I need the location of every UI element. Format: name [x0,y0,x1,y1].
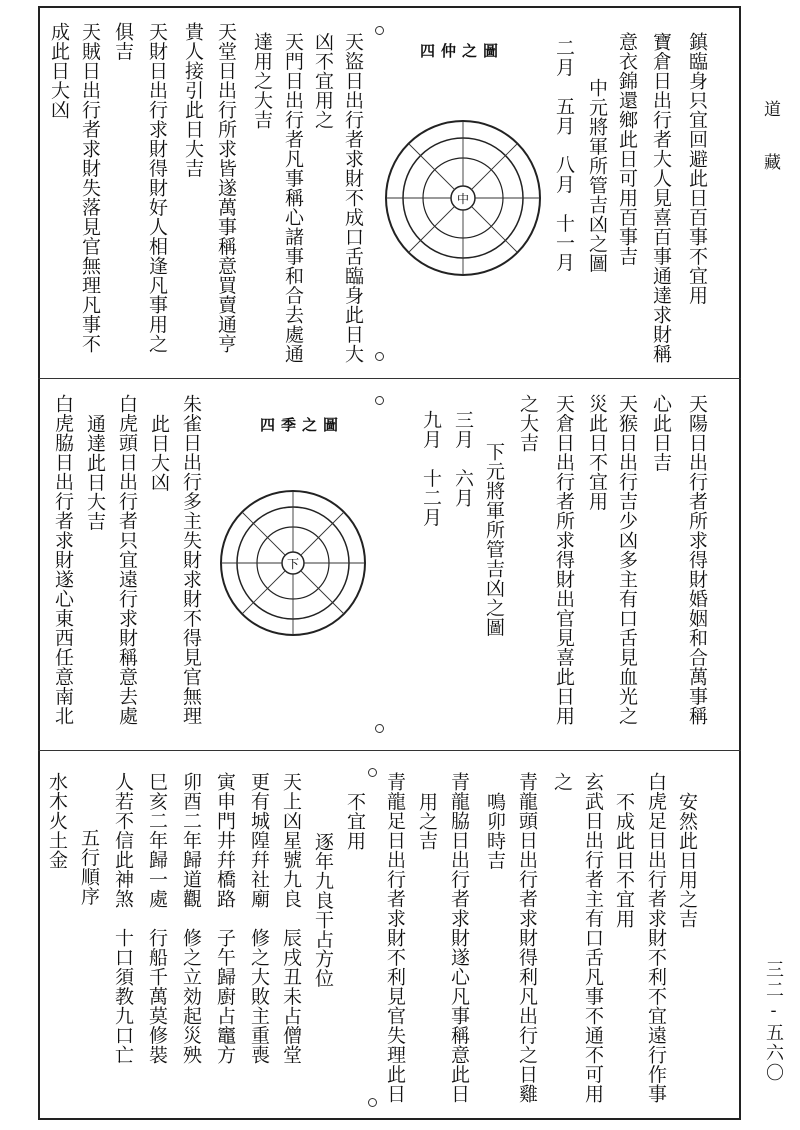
text-column: 心此日吉 [650,394,672,472]
text-column: 鎮臨身只宜回避此日百事不宜用 [686,32,708,305]
text-column: 用之吉 [416,792,438,851]
text-column: 青龍脇日出行者求財遂心凡事稱意此日 [448,772,470,1104]
month-list: 二月 五月 八月 十一月 [553,38,575,272]
text-column: 之 [551,772,573,792]
circle-marker [375,26,384,35]
text-column: 天堂日出行所求皆遂萬事稱意買賣通亨 [215,22,237,354]
text-column: 天賊日出行者求財失落見官無理凡事不 [79,22,101,354]
text-column: 玄武日出行者主有口舌凡事不通不可用 [582,772,604,1104]
wheel-diagram [218,488,368,638]
collection-name: 道 藏 [760,100,780,178]
text-column: 青龍足日出行者求財不利見官失理此日 [384,772,406,1104]
text-column: 意衣錦還鄉此日可用百事吉 [616,32,638,266]
text-column: 貴人接引此日大吉 [182,22,204,178]
text-column: 白虎頭日出行者只宜遠行求財稱意去處 [116,394,138,726]
text-column: 白虎足日出行者求財不利不宜遠行作事 [645,772,667,1104]
text-column: 成此日大凶 [48,22,70,120]
text-column: 凶不宜用之 [312,32,334,130]
text-column: 天猴日出行吉少凶多主有口舌見血光之 [616,394,638,726]
circle-marker [368,1098,377,1107]
text-column: 災此日不宜用 [586,394,608,511]
wheel-center-label: 中 [456,192,470,206]
text-column: 通達此日大吉 [84,414,106,531]
circle-marker [375,724,384,733]
divider-upper [38,378,741,379]
circle-marker [375,352,384,361]
text-column: 之大吉 [517,394,539,453]
text-column: 俱吉 [112,22,134,61]
wheel-center-label: 下 [286,557,300,571]
text-column: 天門日出行者凡事稱心諸事和合去處通 [282,32,304,364]
diagram-title: 四仲之圖 [420,42,505,60]
text-column: 青龍頭日出行者求財得利凡出行之日雞 [516,772,538,1104]
text-column: 水木火土金 [46,772,68,870]
verse-line: 天上凶星號九良 辰戌丑未占僧堂 [280,772,302,1065]
text-column: 天財日出行求財得財好人相逢凡事用之 [146,22,168,354]
text-column: 不宜用 [344,792,366,851]
text-column: 達用之大吉 [251,32,273,130]
wheel-diagram [383,118,543,278]
text-column: 天陽日出行者所求得財婚姻和合萬事稱 [686,394,708,726]
circle-marker [375,396,384,405]
section-heading: 五行順序 [78,828,100,906]
verse-line: 更有城隍幷社廟 修之大敗主重喪 [248,772,270,1065]
text-column: 天盜日出行者求財不成口舌臨身此日大 [342,32,364,364]
verse-line: 人若不信此神煞 十口須教九口亡 [112,772,134,1065]
circle-marker [368,768,377,777]
month-list: 九月 十二月 [420,410,442,527]
verse-line: 巳亥二年歸一處 行船千萬莫修裝 [146,772,168,1065]
text-column: 朱雀日出行多主失財求財不得見官無理 [180,394,202,726]
text-column: 安然此日用之吉 [676,792,698,929]
diagram-caption: 下元將軍所管吉凶之圖 [483,442,505,637]
diagram-caption: 中元將軍所管吉凶之圖 [586,78,608,273]
section-heading: 逐年九良干占方位 [312,832,334,988]
verse-line: 寅申門井幷橋路 子午歸廚占竈方 [214,772,236,1065]
text-column: 寶倉日出行者大人見喜百事通達求財稱 [650,32,672,364]
text-column: 不成此日不宜用 [613,792,635,929]
page-number: 三二-五六〇 [763,960,784,1083]
verse-line: 卯酉二年歸道觀 修之立効起災殃 [180,772,202,1065]
text-column: 鳴卯時吉 [484,792,506,870]
text-column: 此日大凶 [148,414,170,492]
divider-lower [38,750,741,751]
text-column: 天倉日出行者所求得財出官見喜此日用 [553,394,575,726]
text-column: 白虎脇日出行者求財遂心東西任意南北 [52,394,74,726]
month-list: 三月 六月 [452,410,474,508]
diagram-title: 四季之圖 [260,416,345,434]
